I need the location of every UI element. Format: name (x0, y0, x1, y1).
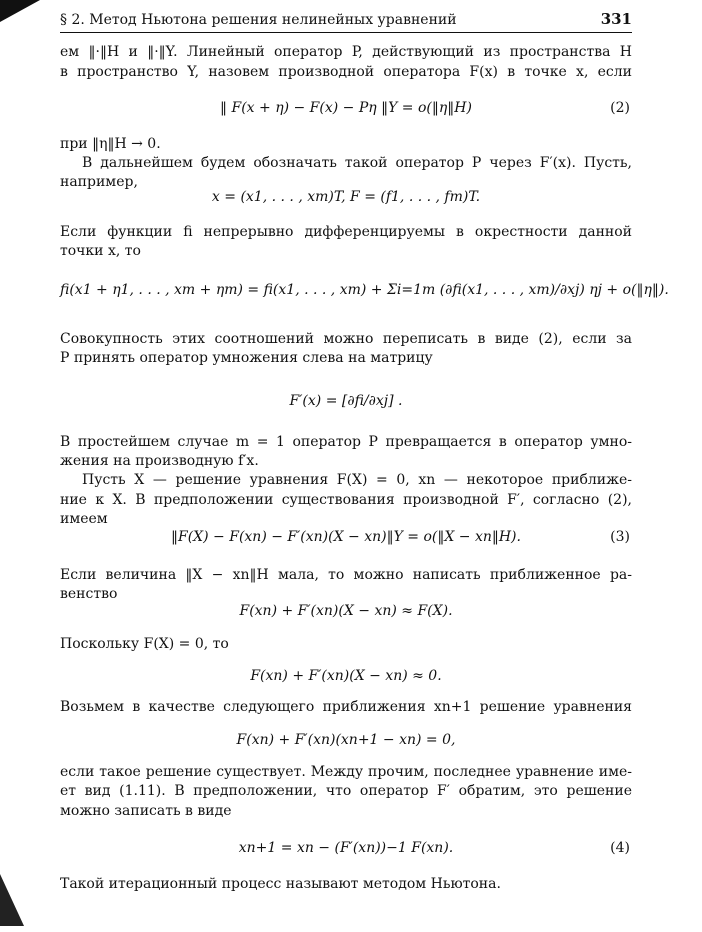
formula-derivative-def: ‖ F(x + η) − F(x) − Pη ‖Y = o(‖η‖H) (220, 100, 472, 116)
formula-taylor: fi(x1 + η1, . . . , xm + ηm) = fi(x1, . . . , xm) + Σi=1m (∂fi(x1, . . . , xm)/∂xj) ηj + o(‖η‖). (60, 282, 669, 298)
formula-newton-step: xn+1 = xn − (F′(xn))−1 F(xn). (238, 840, 454, 856)
text-line: имеем (60, 511, 108, 527)
page-number: 331 (600, 10, 632, 28)
text-line: при ‖η‖H → 0. (60, 136, 161, 152)
formula-vectors: x = (x1, . . . , xm)T, F = (f1, . . . , fm)T. (211, 189, 481, 205)
running-header (60, 8, 632, 33)
text-line: ет вид (1.11). В предположении, что оператор F′ обратим, это решение (60, 783, 632, 799)
formula-remainder: ‖F(X) − F(xn) − F′(xn)(X − xn)‖Y = o(‖X − xn‖H). (171, 529, 521, 545)
equation-number: (4) (610, 840, 630, 856)
text-line: ем ‖·‖H и ‖·‖Y. Линейный оператор P, действующий из пространства H (60, 44, 632, 60)
text-line: жения на производную f′x. (60, 453, 259, 469)
text-line: Если величина ‖X − xn‖H мала, то можно написать приближенное ра- (60, 567, 632, 583)
text-line: венство (60, 586, 118, 602)
text-line: точки x, то (60, 243, 141, 259)
text-line: В дальнейшем будем обозначать такой оператор P через F′(x). Пусть, (82, 155, 632, 171)
text-line: если такое решение существует. Между прочим, последнее уравнение име- (60, 764, 632, 780)
text-line: P принять оператор умножения слева на матрицу (60, 350, 433, 366)
formula-linear-eq: F(xn) + F′(xn)(xn+1 − xn) = 0, (236, 732, 456, 748)
text-line: например, (60, 174, 138, 190)
formula-approx-2: F(xn) + F′(xn)(X − xn) ≈ 0. (250, 668, 442, 684)
text-line: Возьмем в качестве следующего приближения xn+1 решение уравнения (60, 699, 632, 715)
text-line: Если функции fi непрерывно дифференцируемы в окрестности данной (60, 224, 632, 240)
scan-shadow-bottom (0, 866, 26, 926)
text-line: Совокупность этих соотношений можно переписать в виде (2), если за (60, 331, 632, 347)
scan-shadow-top (0, 0, 40, 26)
equation-number: (3) (610, 529, 630, 545)
equation-number: (2) (610, 100, 630, 116)
text-line: можно записать в виде (60, 803, 232, 819)
section-title: § 2. Метод Ньютона решения нелинейных уравнений (60, 12, 457, 28)
text-line: в пространство Y, назовем производной оператора F(x) в точке x, если (60, 64, 632, 80)
text-line: Поскольку F(X) = 0, то (60, 636, 229, 652)
formula-approx-1: F(xn) + F′(xn)(X − xn) ≈ F(X). (239, 603, 453, 619)
text-line: Такой итерационный процесс называют методом Ньютона. (60, 876, 501, 892)
text-line: ние к X. В предположении существования производной F′, согласно (2), (60, 492, 632, 508)
formula-jacobian: F′(x) = [∂fi/∂xj] . (289, 393, 403, 409)
text-line: Пусть X — решение уравнения F(X) = 0, xn — некоторое приближе- (82, 472, 632, 488)
text-line: В простейшем случае m = 1 оператор P превращается в оператор умно- (60, 434, 632, 450)
